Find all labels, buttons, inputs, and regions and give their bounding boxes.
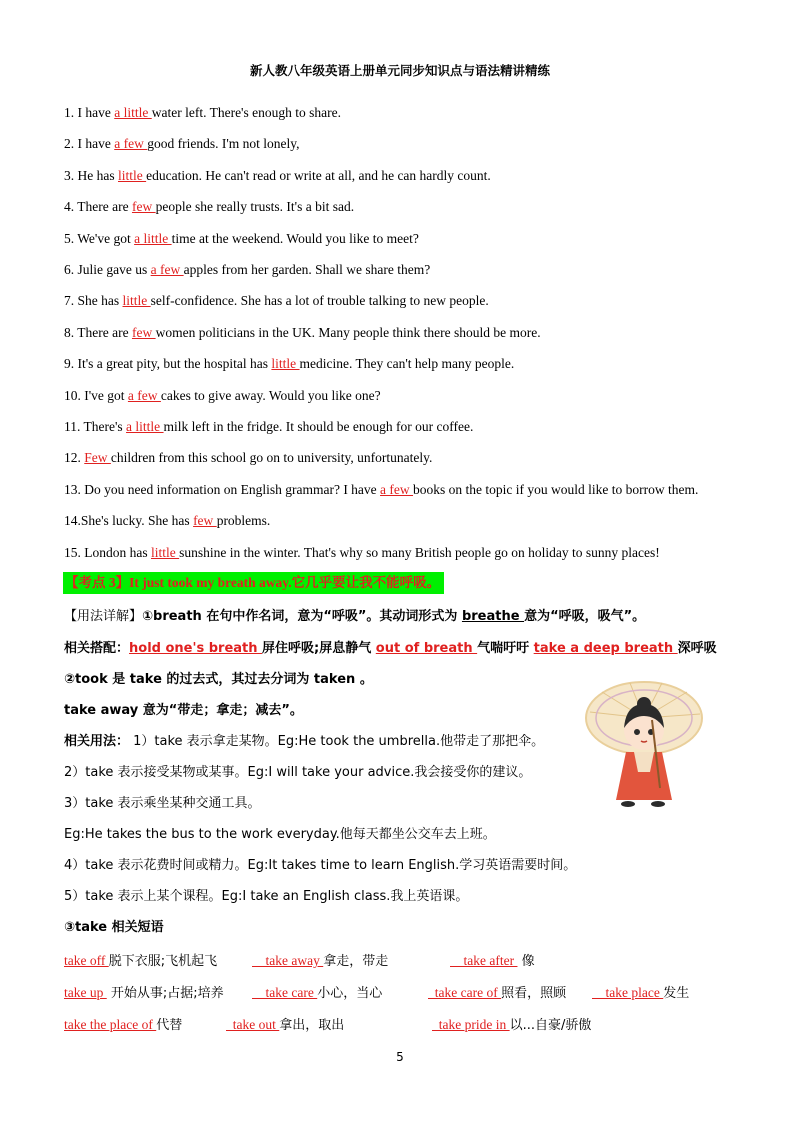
phrase-english: take up [64,985,107,1000]
usage-detail-line [64,608,645,626]
phrase-item [592,984,689,1003]
exercise-answer: few [193,513,217,529]
exercise-text-before: 3. He has [64,167,118,183]
exercise-item [64,512,270,530]
phrase-english: take out [226,1017,280,1032]
exercise-item [64,324,541,342]
phrase-english: take the place of [64,1017,157,1032]
exercise-item [64,230,419,248]
exercise-text-before: 5. We've got [64,230,135,246]
related-usage-line [64,733,544,751]
exercise-item [64,167,491,185]
exercise-text-before: 13. Do you need information on English grammar? I have [64,481,381,497]
exercise-text-before: 4. There are [64,199,132,215]
collocation-phrase-1: hold one's breath [129,641,263,656]
exercise-answer: few [131,199,156,215]
usage-prefix: 【用法详解】 [64,609,143,624]
phrase-chinese: 拿出，取出 [279,1018,345,1033]
usage-text2: 意为“呼吸，吸气”。 [524,609,646,624]
exercise-text-before: 11. There's [64,419,127,434]
exercise-text-before: 7. She has [64,293,123,309]
phrase-item [450,952,535,971]
related-usage-text: 1）take 表示拿走某物。Eg:He took the umbrella.他带走了那把伞。 [129,734,545,749]
exercise-text-after: water left. There's enough to share. [151,105,341,120]
exercise-item [64,261,430,279]
exercise-answer: little [151,544,180,560]
exercise-answer: Few [84,450,111,466]
collocation-meaning-2: 气喘吁吁 [477,641,534,656]
kaodian-heading: 【考点 3】It just took my breath away.它几乎要让我不能呼吸。 [63,572,444,594]
exercise-answer: a few [380,481,414,497]
exercise-text-after: people she really trusts. It's a bit sad. [155,199,355,215]
phrase-chinese: 脱下衣服;飞机起飞 [108,954,218,969]
exercise-text-before: 10. I've got [64,387,128,403]
exercise-text-after: good friends. I'm not lonely, [147,136,300,152]
collocation-line [64,640,717,658]
exercise-answer: little [118,167,147,183]
usage-2: 2）take 表示接受某物或某事。Eg:I will take your advice.我会接受你的建议。 [64,765,532,780]
exercise-text-before: 6. Julie gave us [64,262,151,277]
take-away-line: take away 意为“带走；拿走；减去”。 [64,703,303,718]
phrase-item [64,952,217,971]
exercise-text-after: sunshine in the winter. That's why so many British people go on holiday to sunny places! [179,544,660,560]
exercise-answer: a little [114,105,152,120]
phrase-item [64,1016,182,1035]
usage-text1: ①breath 在句中作名词，意为“呼吸”。其动词形式为 [142,609,462,624]
phrases-heading: ③take 相关短语 [64,920,164,935]
phrase-item [64,984,224,1003]
collocation-phrase-2: out of breath [375,641,478,656]
exercise-answer: a few [127,387,161,403]
exercise-item [64,449,432,467]
breathe-word: breathe [461,609,525,624]
phrase-chinese: 开始从事;占据;培养 [106,986,224,1001]
exercise-item [64,481,698,499]
phrase-chinese: 拿走，带走 [323,954,389,969]
phrase-chinese: 发生 [663,986,690,1001]
exercise-text-after: milk left in the fridge. It should be enough for our coffee. [163,419,474,434]
page-header: 新人教八年级英语上册单元同步知识点与语法精讲精练 [249,63,550,78]
phrase-item [252,952,388,971]
exercise-answer: little [122,293,151,309]
exercise-item [64,198,354,216]
exercise-answer: a little [134,230,172,246]
exercise-item [64,418,473,436]
exercise-text-before: 2. I have [64,136,115,152]
exercise-text-before: 8. There are [64,324,132,340]
phrase-english: take care of [428,985,502,1000]
phrase-chinese: 以...自豪/骄傲 [509,1018,592,1033]
girl-with-umbrella-illustration [582,672,712,812]
exercise-item [64,387,381,405]
phrase-chinese: 代替 [156,1018,183,1033]
exercise-text-before: 15. London has [64,544,151,560]
usage-3: 3）take 表示乘坐某种交通工具。 [64,796,261,811]
phrase-chinese: 小心，当心 [317,986,383,1001]
phrase-english: take pride in [432,1017,510,1032]
exercise-answer: a few [114,136,148,152]
phrase-chinese: 像 [517,954,535,969]
exercise-item [64,544,660,562]
exercise-text-after: time at the weekend. Would you like to meet? [171,230,419,246]
exercise-text-after: medicine. They can't help many people. [299,356,515,372]
phrase-english: take after [450,953,518,968]
usage-5: 5）take 表示上某个课程。Eg:I take an English class.我上英语课。 [64,889,469,904]
exercise-answer: few [131,324,156,340]
exercise-text-before: 1. I have [64,105,115,120]
exercise-text-after: cakes to give away. Would you like one? [160,387,381,403]
phrase-english: take away [252,953,324,968]
exercise-text-before: 14.She's lucky. She has [64,513,194,529]
phrase-english: take off [64,953,109,968]
exercise-text-after: self-confidence. She has a lot of trouble talking to new people. [150,293,489,309]
exercise-answer: a few [150,262,184,277]
collocation-meaning-1: 屏住呼吸;屏息静气 [262,641,376,656]
exercise-text-after: education. He can't read or write at all, and he can hardly count. [146,167,491,183]
page-number: 5 [396,1050,404,1064]
exercise-item [64,104,341,122]
exercise-text-after: books on the topic if you would like to borrow them. [413,481,699,497]
exercise-text-after: problems. [216,513,271,529]
exercise-text-after: women politicians in the UK. Many people think there should be more. [155,324,541,340]
exercise-item [64,355,514,373]
exercise-item [64,135,300,153]
phrase-item [226,1016,344,1035]
phrase-item [432,1016,591,1035]
exercise-answer: little [271,356,300,372]
usage-4: 4）take 表示花费时间或精力。Eg:It takes time to learn English.学习英语需要时间。 [64,858,577,873]
exercise-text-after: apples from her garden. Shall we share them? [183,262,431,277]
phrase-item [252,984,382,1003]
exercise-answer: a little [126,419,164,434]
usage-3-example: Eg:He takes the bus to the work everyday.他每天都坐公交车去上班。 [64,827,496,842]
related-usage-label: 相关用法： [64,734,130,749]
exercise-text-before: 12. [64,450,85,466]
phrase-english: take place [592,985,664,1000]
exercise-text-after: children from this school go on to university, unfortunately. [110,450,433,466]
collocation-meaning-3: 深呼吸 [677,641,717,656]
exercise-item [64,292,489,310]
exercise-text-before: 9. It's a great pity, but the hospital has [64,356,272,372]
collocation-label: 相关搭配： [64,641,130,656]
phrase-english: take care [252,985,318,1000]
collocation-phrase-3: take a deep breath [533,641,678,656]
took-line: ②took 是 take 的过去式，其过去分词为 taken 。 [64,672,373,687]
phrase-item [428,984,566,1003]
phrase-chinese: 照看，照顾 [501,986,567,1001]
